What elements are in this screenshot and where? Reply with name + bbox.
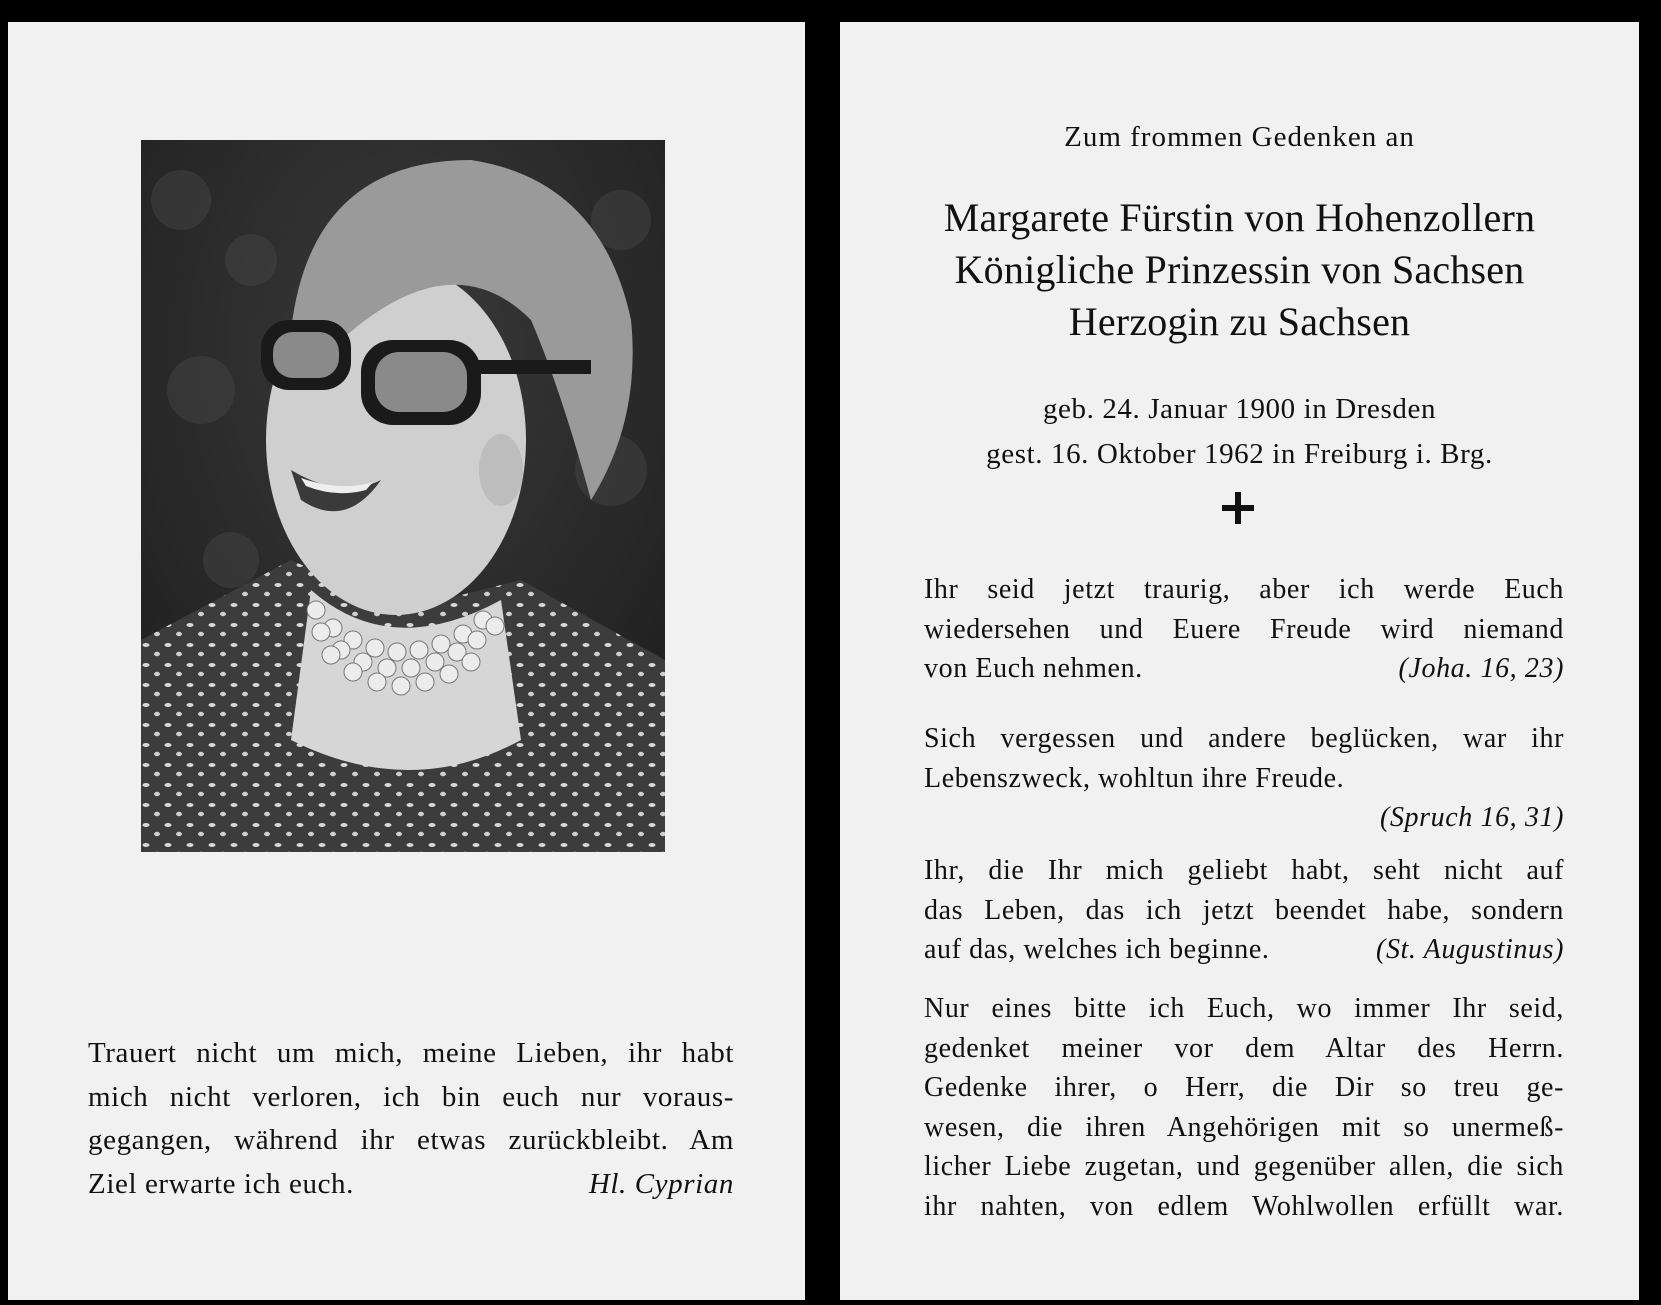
title-line: Herzogin zu Sachsen xyxy=(1068,299,1411,344)
left-card xyxy=(8,22,805,1300)
passage-line: wiedersehen und Euere Freude wird niemand xyxy=(924,613,1564,645)
cross-icon xyxy=(1222,492,1254,524)
passage-line: Gedenke ihrer, o Herr, die Dir so treu ge- xyxy=(924,1072,1564,1103)
passage-line: wesen, die ihren Angehörigen mit so unermeß- xyxy=(924,1111,1564,1143)
passage-line: Ihr seid jetzt traurig, aber ich werde Euch xyxy=(924,574,1564,605)
passage-line: ihr nahten, von edlem Wohlwollen erfüllt war. xyxy=(924,1190,1564,1222)
passage-proverb xyxy=(924,719,1564,838)
quote-line: Ziel erwarte ich euch. xyxy=(88,1167,355,1200)
passage-line: licher Liebe zugetan, und gegenüber allen, die sich xyxy=(924,1151,1564,1182)
passage-reference: (Spruch 16, 31) xyxy=(1380,802,1564,833)
passage-closing xyxy=(924,989,1564,1226)
passage-line: das Leben, das ich jetzt beendet habe, sondern xyxy=(924,894,1564,926)
passage-line: auf das, welches ich beginne. xyxy=(924,934,1270,965)
passage-line: von Euch nehmen. xyxy=(924,653,1143,684)
passage-augustine xyxy=(924,851,1564,970)
passage-line: Lebenszweck, wohltun ihre Freude. xyxy=(924,762,1345,794)
passage-line-last xyxy=(924,930,1564,970)
passage-line: Sich vergessen und andere beglücken, war ihr xyxy=(924,723,1564,754)
quote-line-last xyxy=(88,1163,734,1207)
dates-block xyxy=(840,387,1639,477)
quote-line: Trauert nicht um mich, meine Lieben, ihr habt xyxy=(88,1037,734,1069)
name-line: Margarete Fürstin von Hohenzollern xyxy=(943,195,1536,240)
quote-line: mich nicht verloren, ich bin euch nur voraus- xyxy=(88,1080,734,1113)
birth-line: geb. 24. Januar 1900 in Dresden xyxy=(1042,393,1437,425)
death-line: gest. 16. Oktober 1962 in Freiburg i. Brg. xyxy=(986,438,1493,470)
name-block xyxy=(840,192,1639,348)
passage-line: Nur eines bitte ich Euch, wo immer Ihr seid, xyxy=(924,993,1564,1024)
passage-reference: (Joha. 16, 23) xyxy=(1398,653,1564,684)
quote-attribution: Hl. Cyprian xyxy=(588,1167,734,1200)
title-line: Königliche Prinzessin von Sachsen xyxy=(954,247,1525,292)
portrait-photo xyxy=(141,140,665,852)
passage-line: Ihr, die Ihr mich geliebt habt, seht nicht auf xyxy=(924,855,1564,886)
right-card xyxy=(840,22,1639,1300)
passage-reference: (St. Augustinus) xyxy=(1376,934,1564,965)
intro-line: Zum frommen Gedenken an xyxy=(1064,121,1415,153)
cyprian-quote xyxy=(88,1032,734,1206)
passage-line: gedenket meiner vor dem Altar des Herrn. xyxy=(924,1032,1564,1064)
quote-line: gegangen, während ihr etwas zurückbleibt. Am xyxy=(88,1124,734,1156)
passage-line-last xyxy=(924,649,1564,689)
passage-john xyxy=(924,570,1564,689)
